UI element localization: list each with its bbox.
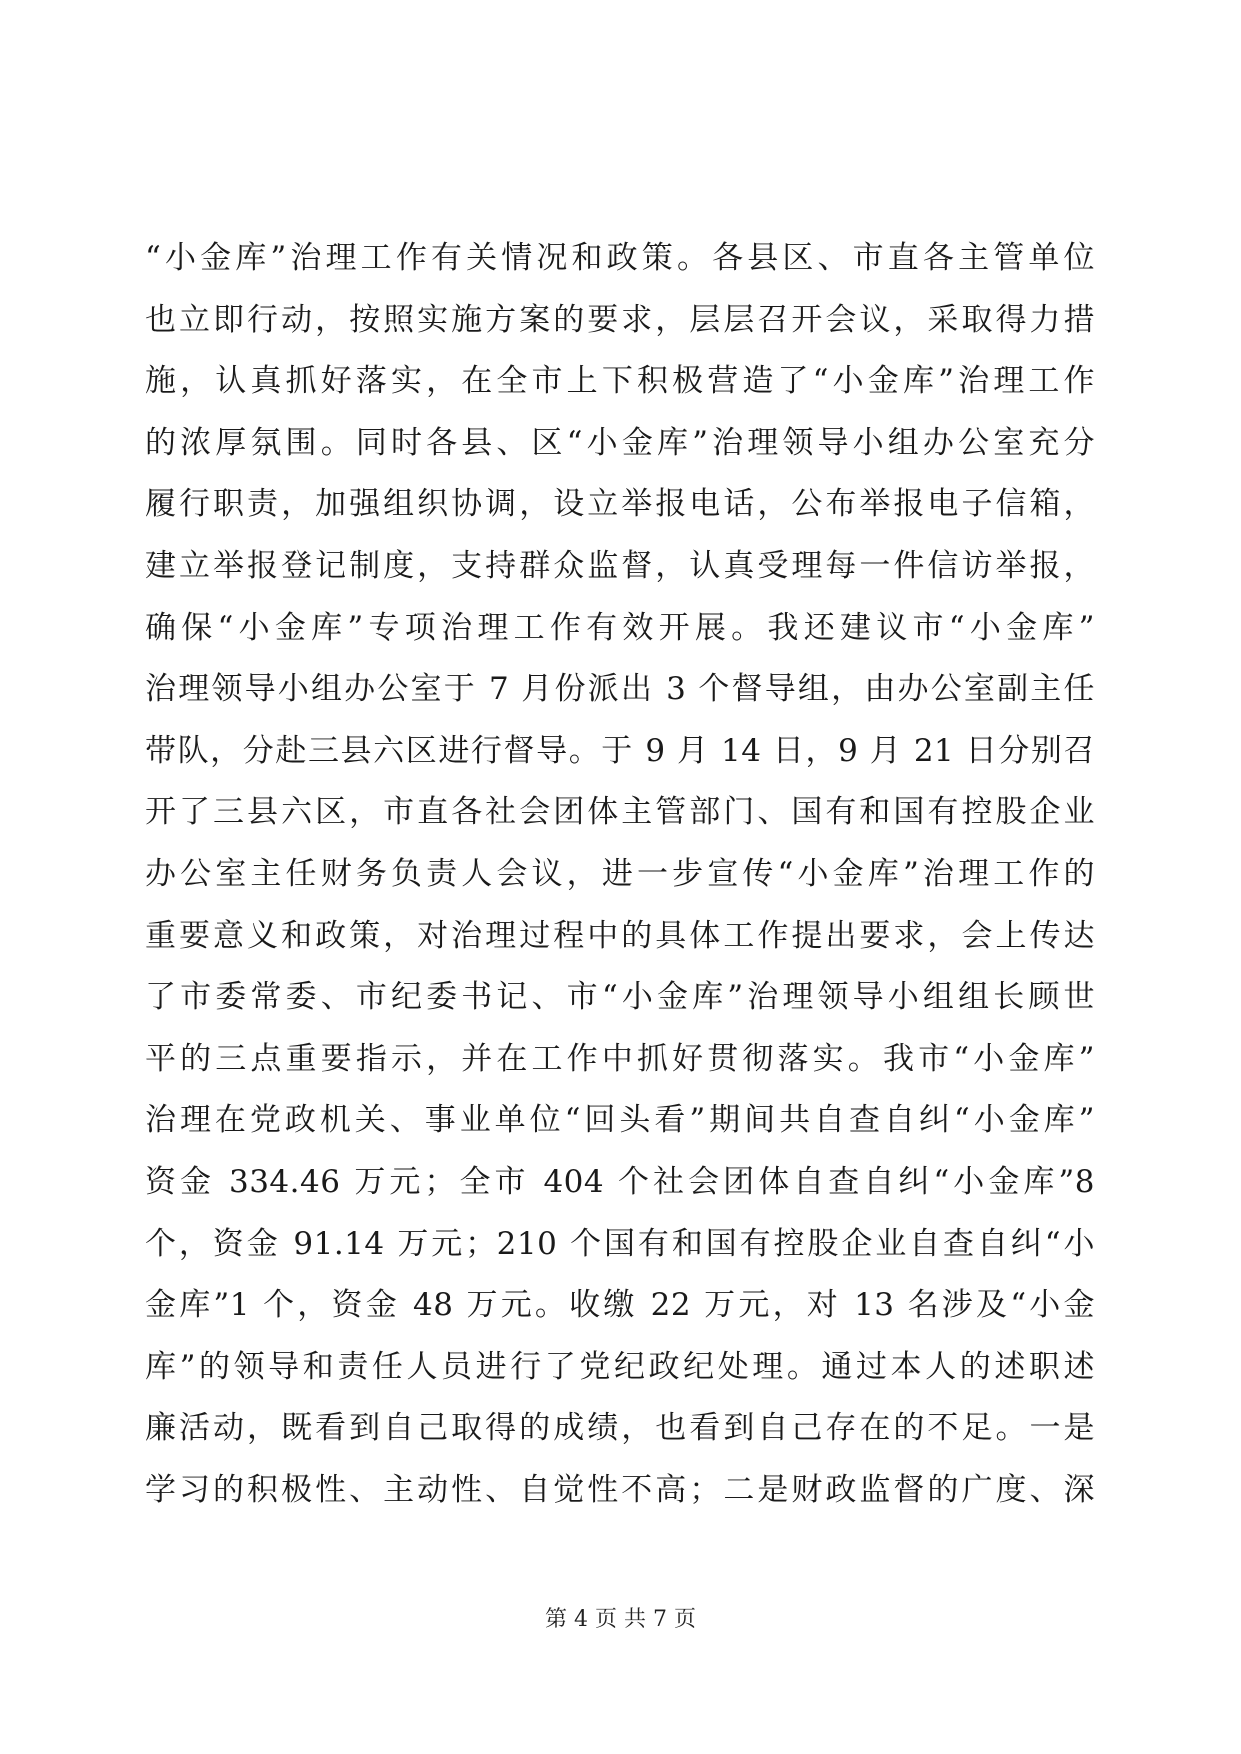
text-line: 开了三县六区，市直各社会团体主管部门、国有和国有控股企业 xyxy=(145,794,1095,831)
text-line: 建立举报登记制度，支持群众监督，认真受理每一件信访举报， xyxy=(145,547,1095,584)
page-number-footer: 第 4 页 共 7 页 xyxy=(545,1607,696,1632)
text-line: 金库”1 个，资金 48 万元。收缴 22 万元，对 13 名涉及“小金 xyxy=(145,1287,1095,1324)
body-text xyxy=(145,228,1095,1521)
text-line: 治理在党政机关、事业单位“回头看”期间共自查自纠“小金库” xyxy=(145,1102,1095,1139)
text-line: 的浓厚氛围。同时各县、区“小金库”治理领导小组办公室充分 xyxy=(145,424,1095,461)
text-line: 库”的领导和责任人员进行了党纪政纪处理。通过本人的述职述 xyxy=(145,1348,1095,1385)
text-line: 廉活动，既看到自己取得的成绩，也看到自己存在的不足。一是 xyxy=(145,1410,1095,1447)
text-line: 学习的积极性、主动性、自觉性不高；二是财政监督的广度、深 xyxy=(145,1471,1095,1508)
text-line: 平的三点重要指示，并在工作中抓好贯彻落实。我市“小金库” xyxy=(145,1040,1095,1077)
text-line: “小金库”治理工作有关情况和政策。各县区、市直各主管单位 xyxy=(145,240,1095,276)
text-line: 办公室主任财务负责人会议，进一步宣传“小金库”治理工作的 xyxy=(145,855,1095,892)
text-line: 履行职责，加强组织协调，设立举报电话，公布举报电子信箱， xyxy=(145,486,1095,523)
text-line: 资金 334.46 万元；全市 404 个社会团体自查自纠“小金库”8 xyxy=(145,1163,1095,1200)
text-line: 个，资金 91.14 万元；210 个国有和国有控股企业自查自纠“小 xyxy=(145,1225,1095,1262)
text-line: 也立即行动，按照实施方案的要求，层层召开会议，采取得力措 xyxy=(145,301,1095,338)
text-line: 带队，分赴三县六区进行督导。于 9 月 14 日，9 月 21 日分别召 xyxy=(145,732,1095,769)
text-line: 施，认真抓好落实，在全市上下积极营造了“小金库”治理工作 xyxy=(145,363,1095,400)
text-line: 了市委常委、市纪委书记、市“小金库”治理领导小组组长顾世 xyxy=(145,979,1095,1016)
text-line: 确保“小金库”专项治理工作有效开展。我还建议市“小金库” xyxy=(145,609,1095,646)
text-line: 治理领导小组办公室于 7 月份派出 3 个督导组，由办公室副主任 xyxy=(145,671,1095,708)
text-line: 重要意义和政策，对治理过程中的具体工作提出要求，会上传达 xyxy=(145,917,1095,954)
